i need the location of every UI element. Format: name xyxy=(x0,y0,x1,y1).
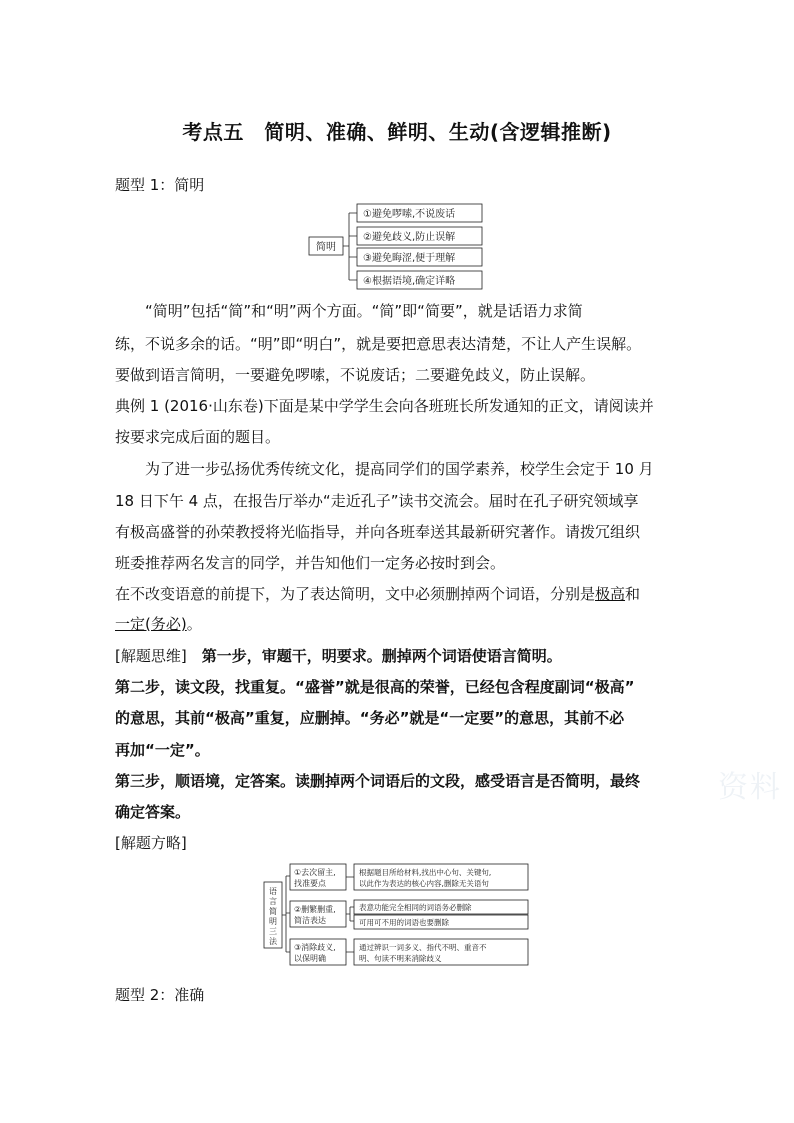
diagram2-group-label: ②删繁删重, xyxy=(294,905,336,914)
question-line xyxy=(115,614,202,634)
diagram1-item: ①避免啰嗦,不说废话 xyxy=(363,209,456,220)
analysis-step2-line: 的意思，其前“极高”重复，应删掉。“务必”就是“一定要”的意思，其前不必 xyxy=(115,709,625,727)
concise-diagram xyxy=(305,200,495,294)
analysis-step1: 第一步，审题干，明要求。删掉两个词语使语言简明。 xyxy=(201,647,562,665)
analysis-step2-line: 第二步，读文段，找重复。“盛誉”就是很高的荣誉，已经包含程度副词“极高” xyxy=(115,678,635,696)
notice-line: 有极高盛誉的孙荣教授将光临指导，并向各班奉送其最新研究著作。请拨冗组织 xyxy=(115,523,641,541)
answer-2: 一定(务必) xyxy=(115,615,187,633)
diagram2-root-char: 简 xyxy=(269,907,277,916)
diagram2-group-label: 以保明确 xyxy=(294,954,326,963)
diagram2-group-label: 找准要点 xyxy=(294,879,326,888)
diagram1-connector xyxy=(343,213,357,280)
diagram2-root-char: 语 xyxy=(269,887,277,896)
intro-line: 练，不说多余的话。“明”即“明白”，就是要把意思表达清楚，不让人产生误解。 xyxy=(115,335,642,353)
example-line: 按要求完成后面的题目。 xyxy=(115,428,281,446)
intro-line: “简明”包括“简”和“明”两个方面。“简”即“简要”，就是话语力求简 xyxy=(145,302,583,320)
diagram2-root-char: 言 xyxy=(269,897,277,906)
diagram2-note-text: 通过辨识一词多义、指代不明、重音不 xyxy=(359,943,487,952)
diagram2-connector xyxy=(282,876,290,952)
diagram2-root-char: 法 xyxy=(269,937,277,946)
watermark: 资料 xyxy=(718,770,782,805)
notice-line: 18 日下午 4 点，在报告厅举办“走近孔子”读书交流会。届时在孔子研究领域享 xyxy=(115,492,639,510)
notice-line: 班委推荐两名发言的同学，并告知他们一定务必按时到会。 xyxy=(115,554,506,572)
analysis-step3-line: 确定答案。 xyxy=(115,803,191,821)
concise-methods-diagram xyxy=(262,860,532,972)
section-heading-concise: 题型 1：简明 xyxy=(115,176,205,194)
diagram1-root-label: 简明 xyxy=(316,242,336,253)
diagram2-note-text: 可用可不用的词语也要删除 xyxy=(359,918,449,927)
analysis-step2-line: 再加“一定”。 xyxy=(115,741,210,759)
example-line: 典例 1 (2016·山东卷)下面是某中学学生会向各班班长所发通知的正文，请阅读并 xyxy=(115,397,654,415)
answer-2-tail: 。 xyxy=(186,615,202,633)
page-title: 考点五 简明、准确、鲜明、生动(含逻辑推断) xyxy=(182,120,612,144)
section-heading-accurate: 题型 2：准确 xyxy=(115,986,205,1004)
diagram2-note-text: 明、句读不明来消除歧义 xyxy=(359,954,442,963)
analysis-label: [解题思维] xyxy=(115,647,187,665)
analysis-step3-line: 第三步，顺语境，定答案。读删掉两个词语后的文段，感受语言是否简明，最终 xyxy=(115,772,641,790)
question-and: 和 xyxy=(625,585,641,603)
diagram1-item: ②避免歧义,防止误解 xyxy=(363,232,456,243)
diagram2-group-label: ③消除歧义, xyxy=(294,943,336,952)
diagram2-group-label: ①去次留主, xyxy=(294,868,336,877)
diagram1-item: ④根据语境,确定详略 xyxy=(363,276,456,287)
diagram2-note-text: 以此作为表达的核心内容,删除无关语句 xyxy=(359,879,489,888)
answer-1: 极高 xyxy=(595,585,626,603)
question-line xyxy=(115,584,640,604)
diagram1-item: ③避免晦涩,便于理解 xyxy=(363,253,456,264)
diagram2-note-text: 表意功能完全相同的词语务必删除 xyxy=(359,903,472,912)
diagram2-note-text: 根据题目所给材料,找出中心句、关键句, xyxy=(359,868,492,877)
strategy-label: [解题方略] xyxy=(115,834,187,852)
notice-line: 为了进一步弘扬优秀传统文化，提高同学们的国学素养，校学生会定于 10 月 xyxy=(145,460,654,478)
question-prefix: 在不改变语意的前提下，为了表达简明，文中必须删掉两个词语，分别是 xyxy=(115,585,596,603)
diagram2-root-char: 三 xyxy=(269,927,277,936)
intro-line: 要做到语言简明，一要避免啰嗦，不说废话；二要避免歧义，防止误解。 xyxy=(115,366,596,384)
diagram2-root-char: 明 xyxy=(269,917,277,926)
analysis-line xyxy=(115,646,562,666)
diagram2-connector xyxy=(346,877,354,952)
diagram2-group-label: 简洁表达 xyxy=(294,916,326,925)
